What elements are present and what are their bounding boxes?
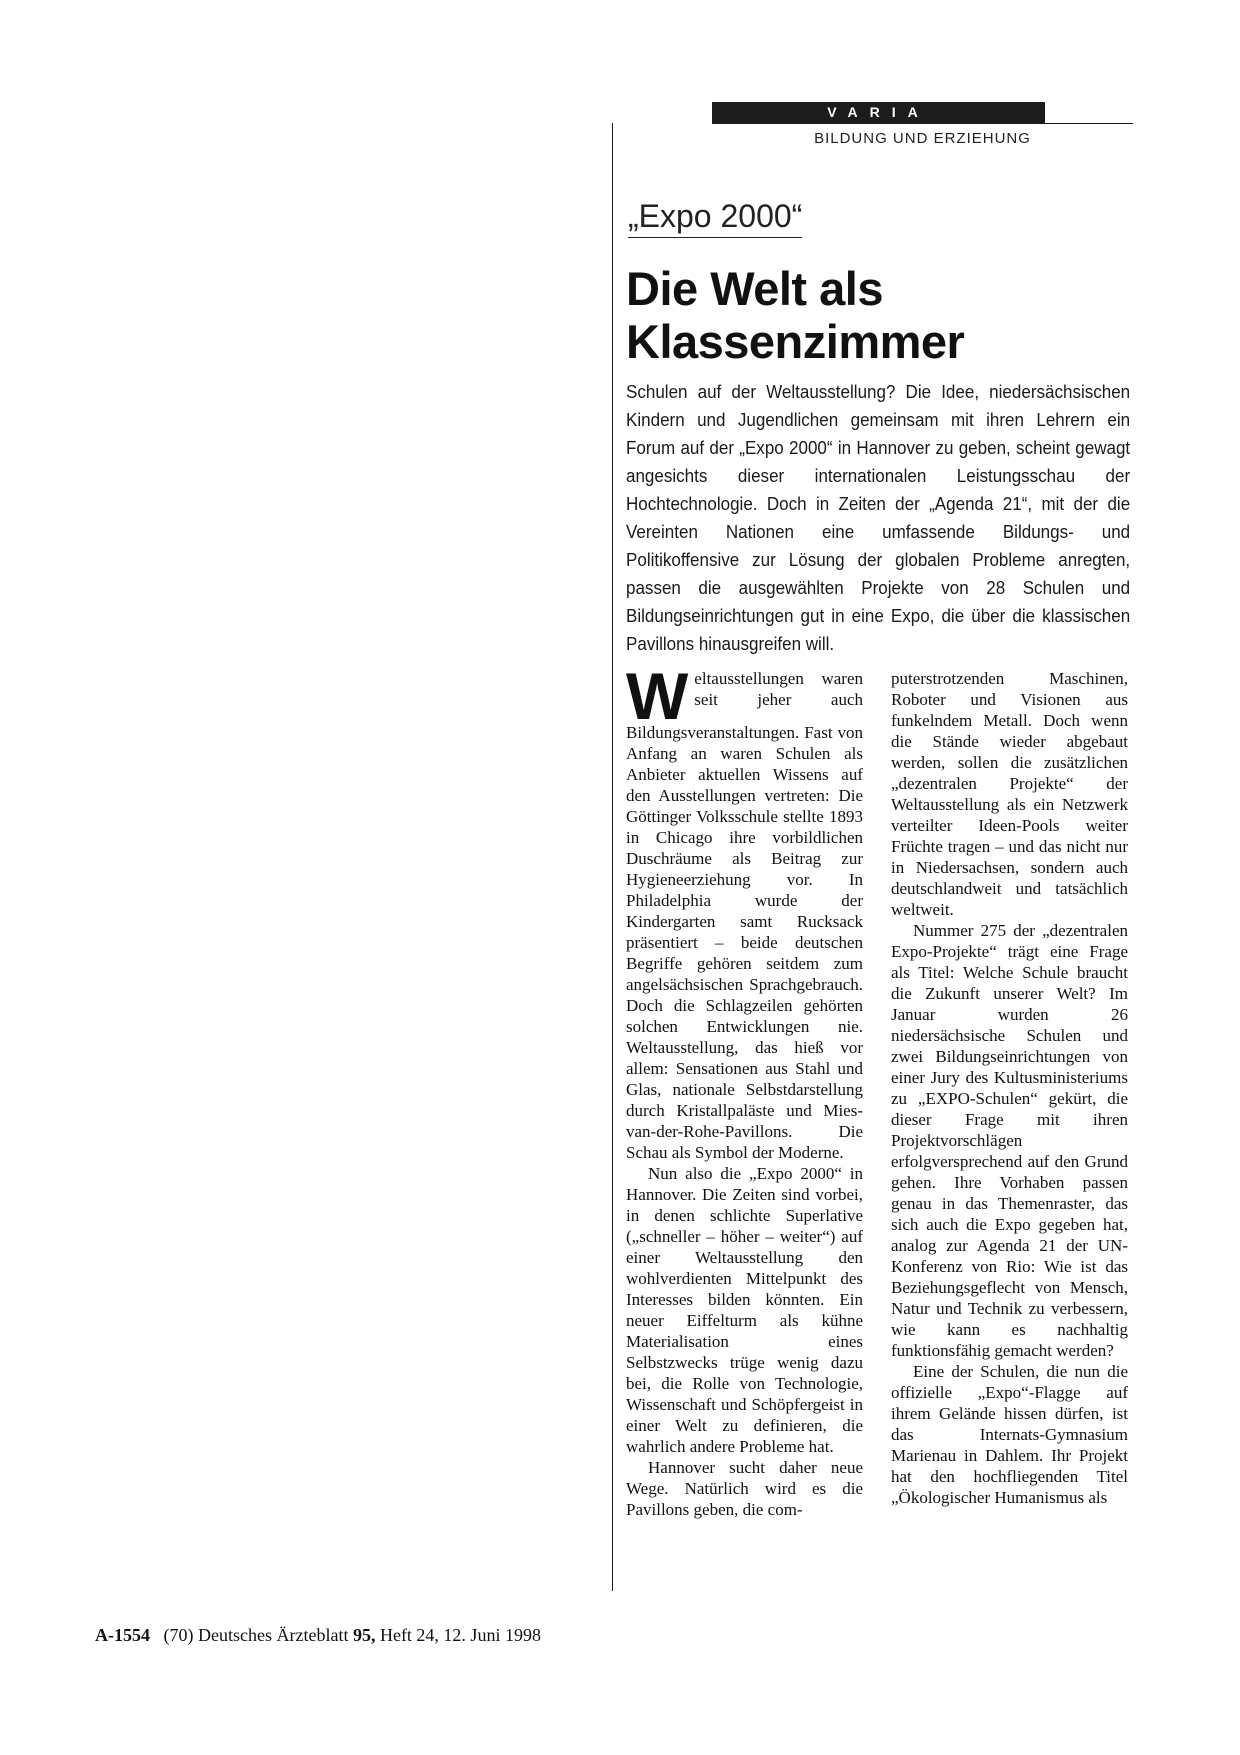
drop-cap: W [626,659,689,733]
headline-line-1: Die Welt als [626,262,883,315]
body-paragraph [626,659,863,1163]
journal-volume: 95, [352,1625,376,1645]
page-code: A-1554 [95,1625,150,1645]
body-paragraph: Nummer 275 der „dezentralen Expo-Projekte“ trägt eine Frage als Titel: Welche Schule braucht die Zukunft unserer Welt? Im Januar wurden 26 niedersächsische Schulen und zwei Bildungseinrichtungen von einer Jury des Kultusministeriums zu „EXPO-Schulen“ gekürt, die dieser Frage mit ihren Projektvorschlägen erfolgversprechend auf den Grund gehen. Ihre Vorhaben passen genau in das Themenraster, das sich auch die Expo gegeben hat, analog zur Agenda 21 der UN-Konferenz von Rio: Wie ist das Beziehungsgeflecht von Mensch, Natur und Technik zu verbessern, wie kann es nachhaltig funktionsfähig gemacht werden? [891,921,1128,1360]
body-paragraph: Hannover sucht daher neue Wege. Natürlich wird es die Pavillons geben, die com- [626,1458,863,1519]
article-kicker: „Expo 2000“ [628,198,802,238]
page-footer [95,1625,541,1646]
journal-issue: Heft 24, 12. Juni 1998 [379,1625,541,1645]
body-column-2 [891,668,1128,1508]
column-divider [612,123,613,1591]
section-label: VARIA [712,102,1045,123]
subsection-label: BILDUNG UND ERZIEHUNG [814,130,1031,147]
section-rule [712,123,1133,124]
body-paragraph: puterstrotzenden Maschinen, Roboter und Visionen aus funkelndem Metall. Doch wenn die Stände wieder abgebaut werden, sollen die zusätzlichen „dezentralen Projekte“ der Weltausstellung als ein Netzwerk verteilter Ideen-Pools weiter Früchte tragen – und das nicht nur in Niedersachsen, sondern auch deutschlandweit und tatsächlich weltweit. [891,669,1128,919]
body-paragraph: Nun also die „Expo 2000“ in Hannover. Die Zeiten sind vorbei, in denen schlichte Superlative („schneller – höher – weiter“) auf einer Weltausstellung den wohlverdienten Mittelpunkt des Interesses bilden könnten. Ein neuer Eiffelturm als kühne Materialisation eines Selbstzwecks trüge wenig dazu bei, die Rolle von Technologie, Wissenschaft und Schöpfergeist in einer Welt zu definieren, die wahrlich andere Probleme hat. [626,1164,863,1456]
body-paragraph: Eine der Schulen, die nun die offizielle „Expo“-Flagge auf ihrem Gelände hissen dürfen, ist das Internats-Gymnasium Marienau in Dahlem. Ihr Projekt hat den hochfliegenden Titel „Ökologischer Humanismus als [891,1362,1128,1507]
article-lead: Schulen auf der Weltausstellung? Die Idee, niedersächsischen Kindern und Jugendlichen gemeinsam mit ihren Lehrern ein Forum auf der „Expo 2000“ in Hannover zu geben, scheint gewagt angesichts dieser internationalen Leistungsschau der Hochtechnologie. Doch in Zeiten der „Agenda 21“, mit der die Vereinten Nationen eine umfassende Bildungs- und Politikoffensive zur Lösung der globalen Probleme anregten, passen die ausgewählten Projekte von 28 Schulen und Bildungseinrichtungen gut in eine Expo, die über die klassischen Pavillons hinausgreifen will. [626,381,1131,654]
paragraph-text: eltausstellungen waren seit jeher auch Bildungsveranstaltungen. Fast von Anfang an waren Schulen als Anbieter aktuellen Wissens auf den Ausstellungen vertreten: Die Göttinger Volksschule stellte 1893 in Chicago ihre vorbildlichen Duschräume als Beitrag zur Hygieneerziehung vor. In Philadelphia wurde der Kindergarten samt Rucksack präsentiert – beide deutschen Begriffe gehören seitdem zum angelsächsischen Sprachgebrauch. Doch die Schlagzeilen gehörten solchen Entwicklungen nie. Weltausstellung, das hieß vor allem: Sensationen aus Stahl und Glas, nationale Selbstdarstellung durch Kristallpaläste und Mies-van-der-Rohe-Pavillons. Die Schau als Symbol der Moderne. [626,669,863,1162]
page-number: (70) [163,1625,194,1645]
journal-name: Deutsches Ärzteblatt [198,1625,349,1645]
headline-line-2: Klassenzimmer [626,315,965,368]
article-headline [626,262,1126,368]
body-column-1 [626,659,863,1520]
